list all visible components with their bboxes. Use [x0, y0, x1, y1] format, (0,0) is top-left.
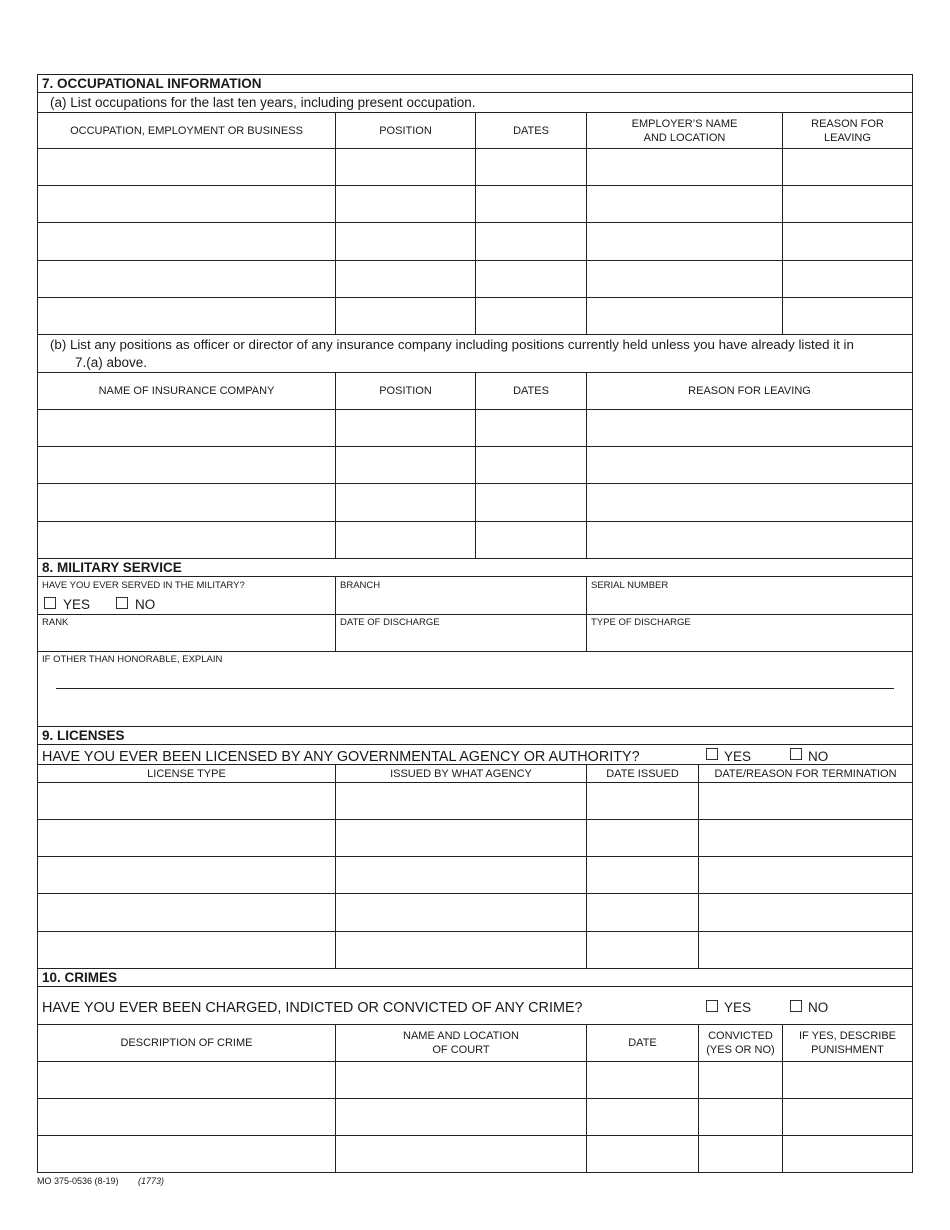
header-issued-by: ISSUED BY WHAT AGENCY [390, 767, 532, 780]
insurance-company-cell[interactable] [38, 522, 335, 558]
dates-cell[interactable] [476, 149, 586, 185]
convicted-cell[interactable] [699, 1099, 782, 1135]
reason-cell[interactable] [783, 298, 912, 334]
court-cell[interactable] [336, 1136, 586, 1172]
section-7a-instruction: (a) List occupations for the last ten years, including present occupation. [50, 95, 476, 110]
insurance-company-cell[interactable] [38, 447, 335, 483]
reason-cell[interactable] [783, 149, 912, 185]
serial-number-field[interactable] [587, 592, 912, 614]
discharge-type-field[interactable] [587, 630, 912, 651]
convicted-cell[interactable] [699, 1136, 782, 1172]
occupation-cell[interactable] [38, 261, 335, 297]
military-no-label: NO [135, 597, 156, 612]
header-dates: DATES [513, 124, 549, 137]
termination-cell[interactable] [699, 857, 912, 893]
crime-description-cell[interactable] [38, 1062, 335, 1098]
rule [37, 334, 913, 335]
header-convicted: CONVICTED (YES OR NO) [706, 1030, 775, 1056]
date-issued-cell[interactable] [587, 857, 698, 893]
position-cell[interactable] [336, 261, 475, 297]
employer-cell[interactable] [587, 261, 782, 297]
occupation-cell[interactable] [38, 149, 335, 185]
dates-cell[interactable] [476, 484, 586, 521]
position-cell[interactable] [336, 410, 475, 446]
licensed-yes-checkbox[interactable] [706, 748, 718, 760]
crime-description-cell[interactable] [38, 1136, 335, 1172]
position-cell[interactable] [336, 186, 475, 222]
position-cell[interactable] [336, 149, 475, 185]
section-8-title: 8. MILITARY SERVICE [42, 560, 182, 575]
crimes-question: HAVE YOU EVER BEEN CHARGED, INDICTED OR CONVICTED OF ANY CRIME? [42, 1000, 583, 1016]
header-reason-leaving: REASON FOR LEAVING [811, 117, 884, 144]
position-cell[interactable] [336, 298, 475, 334]
header-punishment: IF YES, DESCRIBE PUNISHMENT [799, 1030, 896, 1056]
section-9-title: 9. LICENSES [42, 728, 125, 743]
termination-cell[interactable] [699, 783, 912, 819]
header-position: POSITION [379, 124, 432, 137]
issuing-agency-cell[interactable] [336, 783, 586, 819]
discharge-date-label: DATE OF DISCHARGE [340, 617, 440, 628]
reason-cell[interactable] [783, 261, 912, 297]
position-cell[interactable] [336, 484, 475, 521]
header-crime-description: DESCRIPTION OF CRIME [120, 1037, 253, 1049]
license-type-cell[interactable] [38, 857, 335, 893]
employer-cell[interactable] [587, 186, 782, 222]
header-license-type: LICENSE TYPE [147, 767, 226, 780]
header-date: DATE [628, 1037, 657, 1049]
section-7-title: 7. OCCUPATIONAL INFORMATION [42, 76, 262, 91]
crime-description-cell[interactable] [38, 1099, 335, 1135]
termination-cell[interactable] [699, 932, 912, 968]
reason-cell[interactable] [783, 223, 912, 260]
rank-label: RANK [42, 617, 69, 628]
crimes-yes-checkbox[interactable] [706, 1000, 718, 1012]
dates-cell[interactable] [476, 410, 586, 446]
crimes-no-label: NO [808, 1000, 829, 1015]
header-occupation: OCCUPATION, EMPLOYMENT OR BUSINESS [70, 124, 303, 137]
branch-label: BRANCH [340, 580, 381, 591]
crimes-yes-label: YES [724, 1000, 752, 1015]
rule [37, 968, 913, 969]
explain-underline [56, 688, 894, 689]
date-cell[interactable] [587, 1062, 698, 1098]
date-cell[interactable] [587, 1099, 698, 1135]
dates-cell[interactable] [476, 447, 586, 483]
issuing-agency-cell[interactable] [336, 857, 586, 893]
header-dates: DATES [513, 385, 549, 397]
reason-cell[interactable] [783, 186, 912, 222]
rank-field[interactable] [38, 630, 335, 651]
license-type-cell[interactable] [38, 783, 335, 819]
rule [37, 651, 913, 652]
serial-number-label: SERIAL NUMBER [591, 580, 669, 591]
rule [37, 726, 913, 727]
convicted-cell[interactable] [699, 1062, 782, 1098]
position-cell[interactable] [336, 223, 475, 260]
section-7b-instruction: (b) List any positions as officer or director of any insurance company including positions currently held unless you have already listed it in [50, 337, 854, 352]
date-issued-cell[interactable] [587, 932, 698, 968]
date-issued-cell[interactable] [587, 783, 698, 819]
employer-cell[interactable] [587, 223, 782, 260]
licensed-yes-label: YES [724, 749, 752, 764]
date-issued-cell[interactable] [587, 894, 698, 931]
punishment-cell[interactable] [783, 1099, 912, 1135]
header-termination: DATE/REASON FOR TERMINATION [714, 767, 897, 780]
military-yes-label: YES [63, 597, 91, 612]
employer-cell[interactable] [587, 149, 782, 185]
discharge-date-field[interactable] [336, 630, 586, 651]
issuing-agency-cell[interactable] [336, 932, 586, 968]
rule [37, 614, 913, 615]
explain-field[interactable] [56, 668, 894, 688]
header-date-issued: DATE ISSUED [606, 767, 679, 780]
licensed-question: HAVE YOU EVER BEEN LICENSED BY ANY GOVERNMENTAL AGENCY OR AUTHORITY? [42, 749, 640, 765]
dates-cell[interactable] [476, 261, 586, 297]
form-code: (1773) [138, 1176, 165, 1186]
dates-cell[interactable] [476, 223, 586, 260]
military-no-checkbox[interactable] [116, 597, 128, 609]
reason-cell[interactable] [587, 447, 912, 483]
issuing-agency-cell[interactable] [336, 820, 586, 856]
header-insurance-company: NAME OF INSURANCE COMPANY [98, 385, 275, 397]
dates-cell[interactable] [476, 186, 586, 222]
occupation-cell[interactable] [38, 186, 335, 222]
issuing-agency-cell[interactable] [336, 894, 586, 931]
licensed-no-label: NO [808, 749, 829, 764]
rule [37, 986, 913, 987]
header-court: NAME AND LOCATION OF COURT [403, 1030, 519, 1056]
position-cell[interactable] [336, 447, 475, 483]
header-employer: EMPLOYER’S NAME AND LOCATION [631, 117, 738, 144]
date-cell[interactable] [587, 1136, 698, 1172]
license-type-cell[interactable] [38, 932, 335, 968]
section-7b-instruction-cont: 7.(a) above. [75, 355, 148, 370]
occupation-cell[interactable] [38, 298, 335, 334]
dates-cell[interactable] [476, 522, 586, 558]
occupation-cell[interactable] [38, 223, 335, 260]
explain-label: IF OTHER THAN HONORABLE, EXPLAIN [42, 654, 223, 665]
crimes-no-checkbox[interactable] [790, 1000, 802, 1012]
header-reason-leaving: REASON FOR LEAVING [688, 385, 811, 397]
insurance-company-cell[interactable] [38, 484, 335, 521]
termination-cell[interactable] [699, 894, 912, 931]
licensed-no-checkbox[interactable] [790, 748, 802, 760]
section-10-title: 10. CRIMES [42, 970, 118, 985]
court-cell[interactable] [336, 1099, 586, 1135]
court-cell[interactable] [336, 1062, 586, 1098]
reason-cell[interactable] [587, 484, 912, 521]
reason-cell[interactable] [587, 522, 912, 558]
punishment-cell[interactable] [783, 1136, 912, 1172]
punishment-cell[interactable] [783, 1062, 912, 1098]
license-type-cell[interactable] [38, 894, 335, 931]
form-number: MO 375-0536 (8-19) [37, 1176, 119, 1186]
branch-field[interactable] [336, 592, 586, 614]
reason-cell[interactable] [587, 410, 912, 446]
rule [37, 744, 913, 745]
position-cell[interactable] [336, 522, 475, 558]
header-position: POSITION [379, 385, 432, 397]
date-issued-cell[interactable] [587, 820, 698, 856]
served-military-label: HAVE YOU EVER SERVED IN THE MILITARY? [42, 580, 245, 591]
discharge-type-label: TYPE OF DISCHARGE [591, 617, 691, 628]
license-type-cell[interactable] [38, 820, 335, 856]
insurance-company-cell[interactable] [38, 410, 335, 446]
dates-cell[interactable] [476, 298, 586, 334]
termination-cell[interactable] [699, 820, 912, 856]
military-yes-checkbox[interactable] [44, 597, 56, 609]
employer-cell[interactable] [587, 298, 782, 334]
